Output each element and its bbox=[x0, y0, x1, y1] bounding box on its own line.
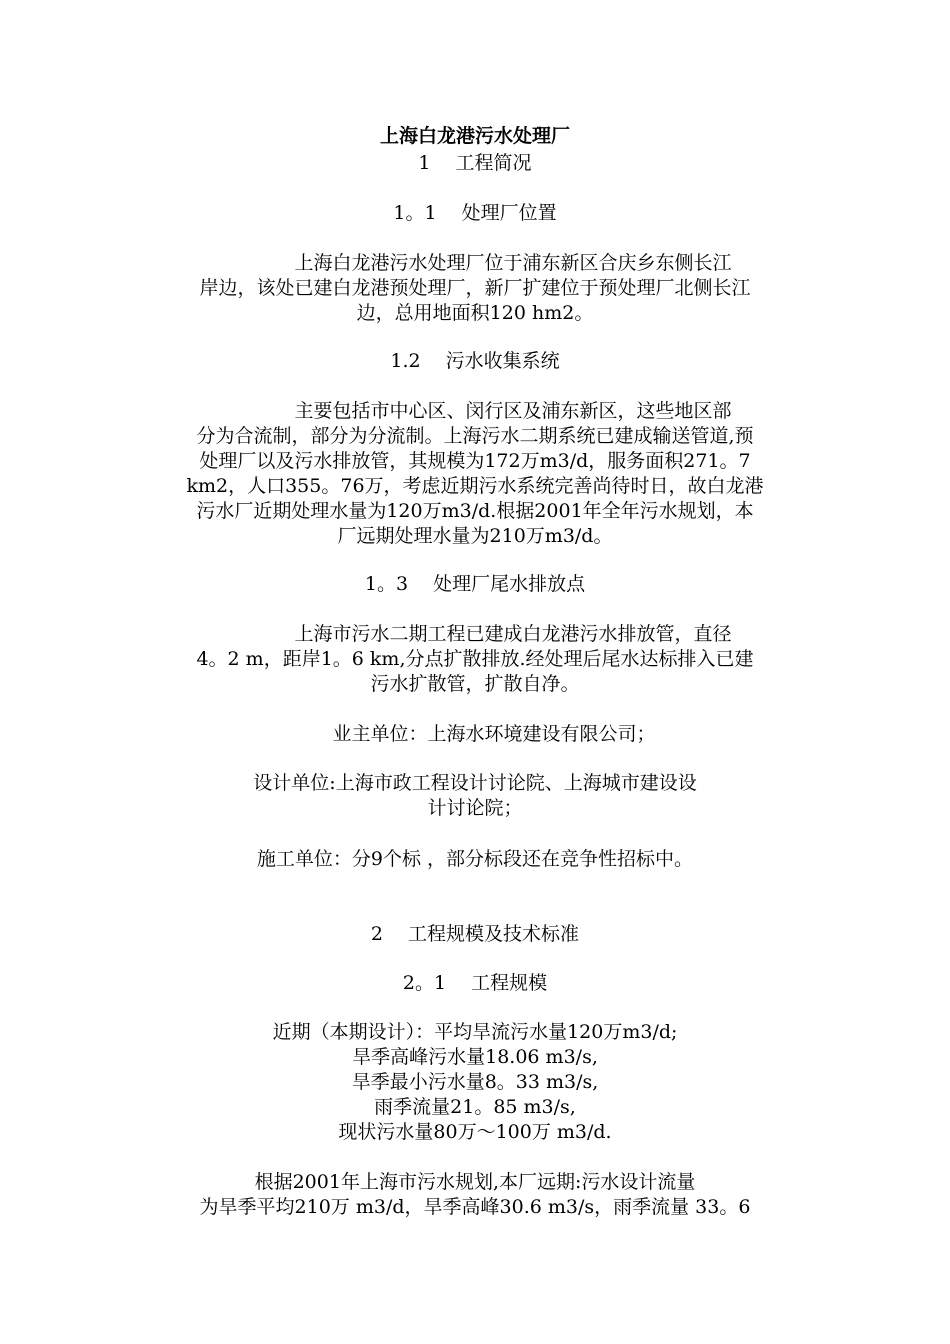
paragraph-line: 上海白龙港污水处理厂位于浦东新区合庆乡东侧长江 bbox=[218, 252, 732, 274]
paragraph-line: 岸边，该处已建白龙港预处理厂，新厂扩建位于预处理厂北侧长江 bbox=[199, 277, 751, 299]
paragraph-line: 主要包括市中心区、闵行区及浦东新区，这些地区部 bbox=[218, 400, 732, 422]
paragraph-line: 4。2 m，距岸1。6 km,分点扩散排放.经处理后尾水达标排入已建 bbox=[196, 648, 754, 670]
paragraph-line: 边，总用地面积120 hm2。 bbox=[356, 302, 594, 324]
design-line: 计讨论院； bbox=[427, 797, 523, 819]
paragraph-line: 污水扩散管，扩散自净。 bbox=[370, 673, 580, 695]
scale-line: 近期（本期设计）：平均旱流污水量120万m3/d; bbox=[272, 1021, 678, 1043]
section-heading-2: 2 工程规模及技术标准 bbox=[370, 923, 580, 945]
construction-line: 施工单位：分9个标 ，部分标段还在竞争性招标中。 bbox=[256, 848, 694, 870]
owner-line: 业主单位：上海水环境建设有限公司； bbox=[294, 723, 656, 745]
design-line: 设计单位:上海市政工程设计讨论院、上海城市建设设 bbox=[253, 772, 697, 794]
paragraph-line: 分为合流制，部分为分流制。上海污水二期系统已建成输送管道,预 bbox=[196, 425, 754, 447]
scale-line: 旱季最小污水量8。33 m3/s, bbox=[351, 1071, 599, 1093]
paragraph-line: 厂远期处理水量为210万m3/d。 bbox=[337, 525, 613, 547]
section-heading-1-1: 1。1 处理厂位置 bbox=[393, 202, 557, 224]
paragraph-line: 根据2001年上海市污水规划,本厂远期:污水设计流量 bbox=[254, 1171, 696, 1193]
scale-line: 雨季流量21。85 m3/s, bbox=[374, 1096, 576, 1118]
section-heading-1: 1 工程简况 bbox=[418, 152, 532, 174]
paragraph-line: km2，人口355。76万，考虑近期污水系统完善尚待时日，故白龙港 bbox=[186, 475, 764, 497]
scale-line: 现状污水量80万～100万 m3/d. bbox=[338, 1121, 612, 1143]
scale-line: 旱季高峰污水量18.06 m3/s, bbox=[352, 1046, 598, 1068]
section-heading-2-1: 2。1 工程规模 bbox=[402, 972, 548, 994]
paragraph-line: 为旱季平均210万 m3/d，旱季高峰30.6 m3/s，雨季流量 33。6 bbox=[199, 1196, 751, 1218]
document-title: 上海白龙港污水处理厂 bbox=[379, 125, 570, 147]
section-heading-1-3: 1。3 处理厂尾水排放点 bbox=[364, 573, 586, 595]
section-heading-1-2: 1.2 污水收集系统 bbox=[390, 350, 560, 372]
paragraph-line: 处理厂以及污水排放管，其规模为172万m3/d，服务面积271。7 bbox=[199, 450, 751, 472]
paragraph-line: 污水厂近期处理水量为120万m3/d.根据2001年全年污水规划，本 bbox=[196, 500, 754, 522]
paragraph-line: 上海市污水二期工程已建成白龙港污水排放管，直径 bbox=[218, 623, 732, 645]
